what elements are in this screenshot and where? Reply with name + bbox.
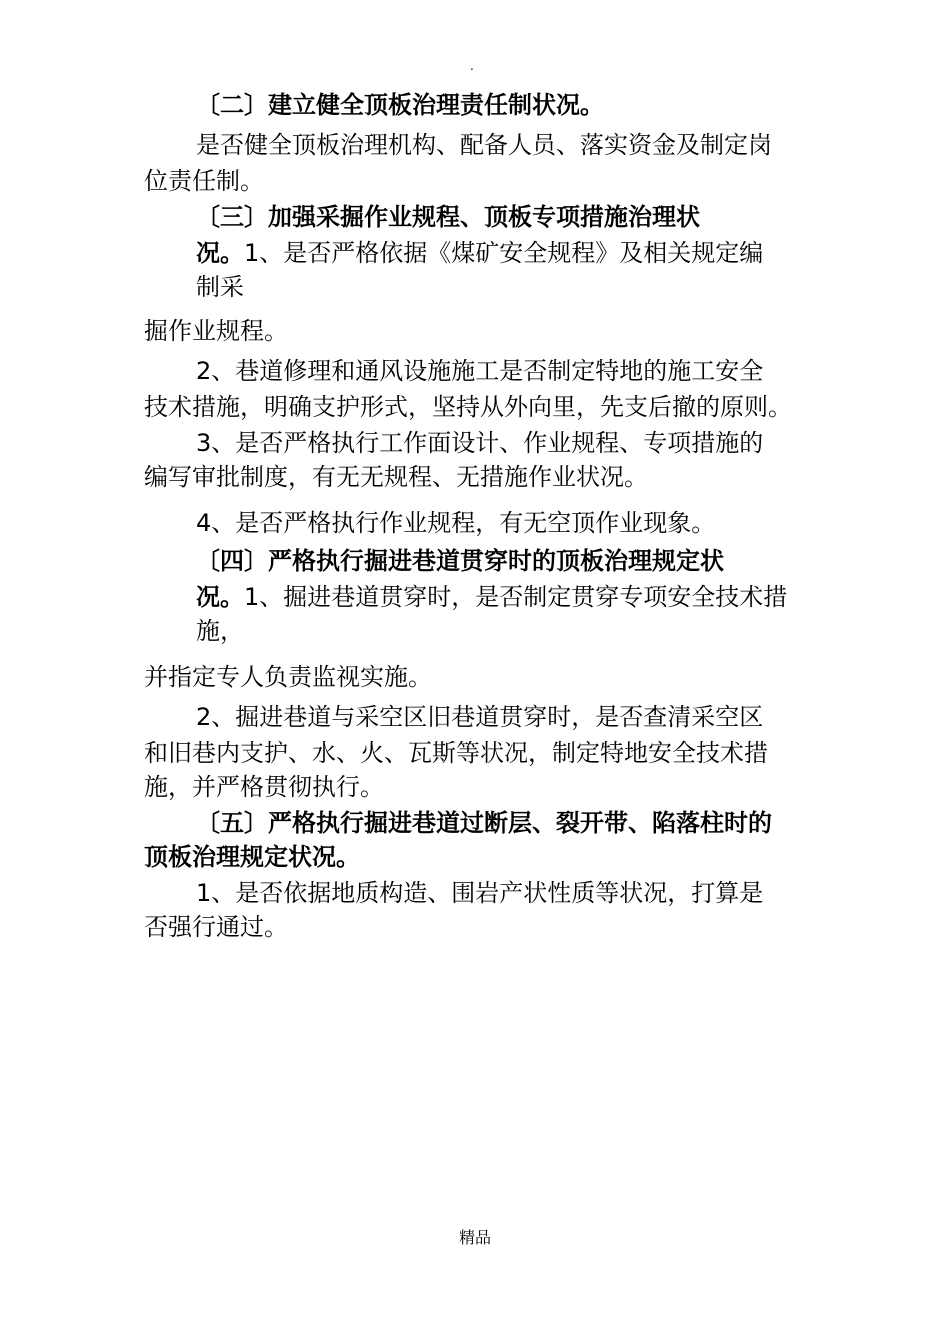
paragraph-line: 并指定专人负责监视实施。 <box>144 663 432 691</box>
section-heading-5: 〔五〕严格执行掘进巷道过断层、裂开带、陷落柱时的 <box>196 809 772 837</box>
paragraph-line: 3、是否严格执行工作面设计、作业规程、专项措施的 <box>196 429 764 457</box>
paragraph-line <box>196 236 763 270</box>
section-heading-5-cont: 顶板治理规定状况。 <box>144 843 360 871</box>
paragraph-line: 2、掘进巷道与采空区旧巷道贯穿时，是否查清采空区 <box>196 703 764 731</box>
paragraph-line: 制采 <box>196 273 244 301</box>
header-mark: . <box>470 59 474 73</box>
paragraph-line: 1、是否依据地质构造、围岩产状性质等状况，打算是 <box>196 879 764 907</box>
paragraph-line: 4、是否严格执行作业规程，有无空顶作业现象。 <box>196 509 716 537</box>
paragraph-line: 否强行通过。 <box>144 913 288 941</box>
paragraph-line: 2、巷道修理和通风设施施工是否制定特地的施工安全 <box>196 357 764 385</box>
page-footer: 精品 <box>458 1228 491 1247</box>
paragraph-line: 位责任制。 <box>144 167 264 195</box>
section-heading-2: 〔二〕建立健全顶板治理责任制状况。 <box>196 91 604 119</box>
heading-tail: 况。 <box>196 583 244 611</box>
paragraph-line: 和旧巷内支护、水、火、瓦斯等状况，制定特地安全技术措 <box>144 739 768 767</box>
section-heading-3: 〔三〕加强采掘作业规程、顶板专项措施治理状 <box>196 203 700 231</box>
paragraph-line: 施， <box>196 617 244 645</box>
paragraph-line: 是否健全顶板治理机构、配备人员、落实资金及制定岗 <box>196 131 772 159</box>
paragraph-text: 1、掘进巷道贯穿时，是否制定贯穿专项安全技术措 <box>244 583 788 611</box>
paragraph-text: 1、是否严格依据《煤矿安全规程》及相关规定编 <box>244 239 764 267</box>
section-heading-4: 〔四〕严格执行掘进巷道贯穿时的顶板治理规定状 <box>196 547 724 575</box>
paragraph-line: 技术措施，明确支护形式，坚持从外向里，先支后撤的原则。 <box>144 393 792 421</box>
paragraph-line <box>196 580 787 614</box>
paragraph-line: 掘作业规程。 <box>144 317 288 345</box>
paragraph-line: 编写审批制度，有无无规程、无措施作业状况。 <box>144 463 648 491</box>
paragraph-line: 施，并严格贯彻执行。 <box>144 773 384 801</box>
heading-tail: 况。 <box>196 239 244 267</box>
